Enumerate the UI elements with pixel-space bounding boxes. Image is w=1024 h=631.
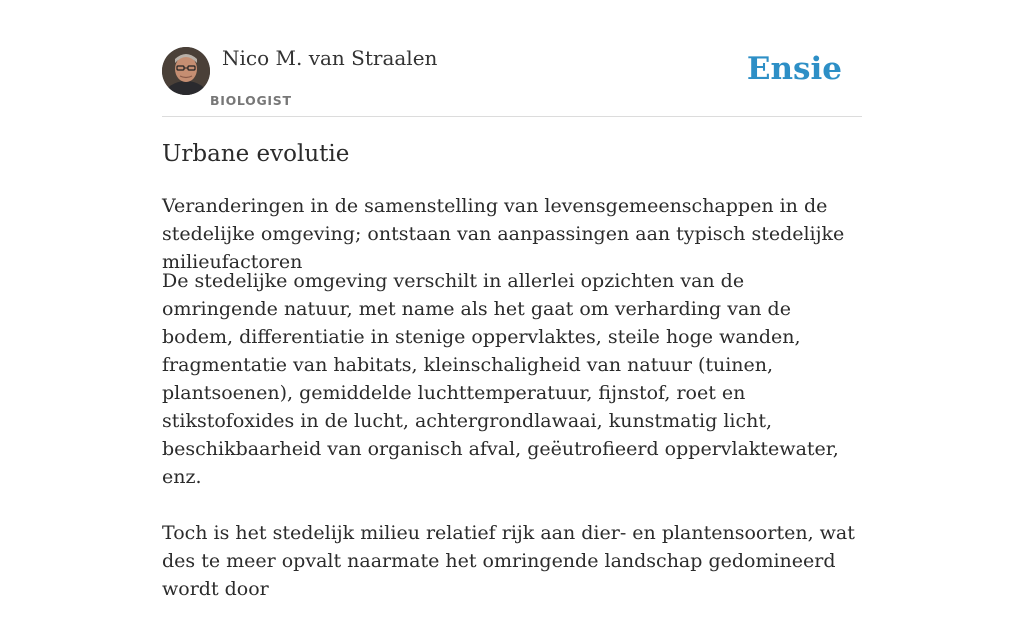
brand-logo[interactable]: Ensie xyxy=(746,51,842,87)
article-paragraph: Toch is het stedelijk milieu relatief rijk aan dier- en plantensoorten, wat des te meer opvalt naarmate het omringende landschap gedomineerd wordt door xyxy=(162,522,855,600)
author-photo xyxy=(162,47,210,95)
author-role: BIOLOGIST xyxy=(210,93,292,108)
article-paragraph: De stedelijke omgeving verschilt in allerlei opzichten van de omringende natuur, met name als het gaat om verharding van de bodem, differentiatie in stenige oppervlaktes, steile hoge wanden, fragmentatie van habitats, kleinschaligheid van natuur (tuinen, plantsoenen), gemiddelde luchttemperatuur, fijnstof, roet en stikstofoxides in de lucht, achtergrondlawaai, kunstmatig licht, beschikbaarheid van organisch afval, geëutrofieerd oppervlaktewater, enz. xyxy=(162,270,839,488)
author-name[interactable]: Nico M. van Straalen xyxy=(222,46,438,70)
author-header xyxy=(162,0,862,117)
article-body xyxy=(162,267,862,631)
article-subtitle: Veranderingen in de samenstelling van levensgemeenschappen in de stedelijke omgeving; ontstaan van aanpassingen aan typisch stedelijke milieufactoren xyxy=(162,195,845,273)
article-title: Urbane evolutie xyxy=(162,141,350,167)
article-page xyxy=(162,0,862,600)
author-avatar[interactable] xyxy=(162,47,210,95)
